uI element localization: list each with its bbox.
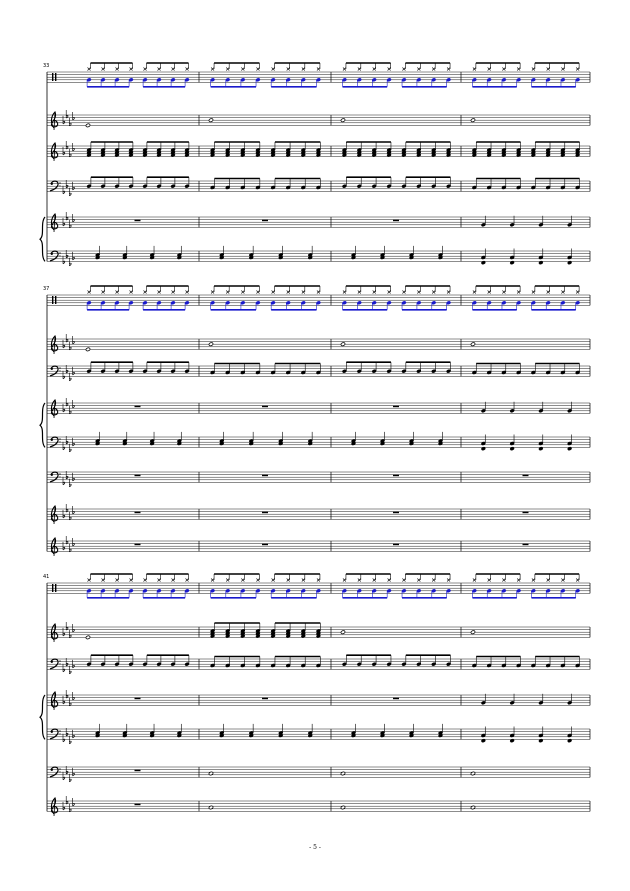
hihat-note bbox=[116, 579, 119, 582]
hihat-note bbox=[576, 291, 579, 294]
hihat-note bbox=[317, 291, 320, 294]
flat-sign-icon bbox=[69, 698, 71, 706]
hihat-note bbox=[158, 291, 161, 294]
flat-sign-icon bbox=[73, 692, 75, 700]
hihat-note bbox=[561, 291, 564, 294]
staff-piano-treble bbox=[47, 398, 590, 418]
hihat-note bbox=[402, 68, 405, 71]
note-head bbox=[86, 123, 91, 127]
flat-sign-icon bbox=[63, 734, 65, 742]
flat-sign-icon bbox=[66, 690, 68, 698]
whole-rest bbox=[135, 512, 141, 514]
hihat-note bbox=[432, 291, 435, 294]
percussion-clef-icon bbox=[52, 73, 53, 81]
hihat-note bbox=[130, 291, 133, 294]
flat-sign-icon bbox=[63, 772, 65, 780]
flat-sign-icon bbox=[69, 118, 71, 126]
hihat-note bbox=[502, 291, 505, 294]
hihat-note bbox=[116, 291, 119, 294]
hihat-note bbox=[211, 291, 214, 294]
hihat-note bbox=[226, 68, 229, 71]
hihat-note bbox=[417, 579, 420, 582]
hihat-note bbox=[272, 68, 275, 71]
hihat-note bbox=[158, 68, 161, 71]
hihat-note bbox=[256, 291, 259, 294]
staff-treble-1 bbox=[47, 622, 590, 642]
flat-sign-icon bbox=[73, 336, 75, 344]
flat-sign-icon bbox=[66, 334, 68, 342]
hihat-note bbox=[211, 68, 214, 71]
whole-rest bbox=[135, 406, 141, 408]
measure-number: 37 bbox=[43, 286, 50, 292]
whole-rest bbox=[262, 475, 268, 477]
staff-percussion bbox=[47, 574, 590, 598]
staff-bass-1 bbox=[47, 362, 590, 381]
hihat-note bbox=[343, 579, 346, 582]
hihat-note bbox=[241, 291, 244, 294]
hihat-note bbox=[576, 68, 579, 71]
piano-brace-icon bbox=[40, 217, 45, 261]
hihat-note bbox=[473, 68, 476, 71]
hihat-note bbox=[388, 291, 391, 294]
flat-sign-icon bbox=[66, 398, 68, 406]
note-head bbox=[341, 630, 346, 634]
flat-sign-icon bbox=[69, 406, 71, 414]
hihat-note bbox=[432, 68, 435, 71]
hihat-note bbox=[502, 68, 505, 71]
hihat-note bbox=[358, 291, 361, 294]
measure-number: 41 bbox=[43, 574, 50, 580]
hihat-note bbox=[287, 68, 290, 71]
hihat-note bbox=[226, 579, 229, 582]
hihat-note bbox=[502, 579, 505, 582]
hihat-note bbox=[144, 579, 147, 582]
whole-rest bbox=[135, 220, 141, 222]
hihat-note bbox=[532, 579, 535, 582]
whole-rest bbox=[523, 544, 529, 546]
staff-bass-1 bbox=[47, 177, 590, 196]
hihat-note bbox=[317, 579, 320, 582]
hihat-note bbox=[358, 579, 361, 582]
flat-sign-icon bbox=[69, 544, 71, 552]
hihat-note bbox=[88, 291, 91, 294]
note-head bbox=[341, 342, 346, 346]
note-head bbox=[471, 630, 476, 634]
hihat-note bbox=[256, 68, 259, 71]
flat-sign-icon bbox=[66, 141, 68, 149]
staff-piano-treble bbox=[47, 690, 590, 710]
percussion-clef-icon bbox=[52, 296, 53, 304]
whole-rest bbox=[393, 544, 399, 546]
hihat-note bbox=[488, 68, 491, 71]
hihat-note bbox=[473, 291, 476, 294]
hihat-note bbox=[402, 291, 405, 294]
hihat-note bbox=[373, 579, 376, 582]
hihat-note bbox=[116, 68, 119, 71]
staff-treble-2 bbox=[47, 141, 590, 161]
hihat-note bbox=[144, 291, 147, 294]
hihat-note bbox=[388, 68, 391, 71]
note-head bbox=[209, 118, 214, 122]
flat-sign-icon bbox=[63, 442, 65, 450]
hihat-note bbox=[561, 68, 564, 71]
hihat-note bbox=[272, 579, 275, 582]
hihat-note bbox=[317, 68, 320, 71]
flat-sign-icon bbox=[73, 214, 75, 222]
system-2 bbox=[40, 286, 590, 556]
hihat-note bbox=[547, 291, 550, 294]
staff-piano-bass bbox=[47, 246, 590, 266]
hihat-note bbox=[172, 291, 175, 294]
hihat-note bbox=[447, 68, 450, 71]
piano-brace-icon bbox=[40, 403, 45, 447]
flat-sign-icon bbox=[66, 212, 68, 220]
whole-rest bbox=[393, 220, 399, 222]
staff-treble-1 bbox=[47, 110, 590, 130]
whole-rest bbox=[135, 804, 141, 806]
staff-piano-treble bbox=[47, 212, 590, 232]
hihat-note bbox=[517, 579, 520, 582]
staff-treble-3 bbox=[47, 504, 590, 524]
flat-sign-icon bbox=[73, 798, 75, 806]
whole-rest bbox=[262, 512, 268, 514]
whole-rest bbox=[135, 698, 141, 700]
whole-rest bbox=[393, 475, 399, 477]
staff-piano-bass bbox=[47, 432, 590, 452]
hihat-note bbox=[561, 579, 564, 582]
hihat-note bbox=[186, 579, 189, 582]
staff-treble-4 bbox=[47, 536, 590, 556]
hihat-note bbox=[373, 291, 376, 294]
hihat-note bbox=[388, 579, 391, 582]
hihat-note bbox=[287, 291, 290, 294]
flat-sign-icon bbox=[63, 477, 65, 485]
hihat-note bbox=[343, 68, 346, 71]
hihat-note bbox=[532, 68, 535, 71]
flat-sign-icon bbox=[66, 622, 68, 630]
flat-sign-icon bbox=[63, 371, 65, 379]
note-head bbox=[471, 118, 476, 122]
hihat-note bbox=[432, 579, 435, 582]
page-number: - 5 - bbox=[309, 844, 321, 851]
flat-sign-icon bbox=[73, 506, 75, 514]
hihat-note bbox=[88, 68, 91, 71]
staff-treble-1 bbox=[47, 334, 590, 354]
flat-sign-icon bbox=[69, 149, 71, 157]
staff-treble-3 bbox=[47, 796, 590, 816]
flat-sign-icon bbox=[66, 110, 68, 118]
hihat-note bbox=[343, 291, 346, 294]
hihat-note bbox=[517, 291, 520, 294]
percussion-clef-icon bbox=[52, 584, 53, 592]
flat-sign-icon bbox=[66, 796, 68, 804]
system-3 bbox=[40, 574, 590, 816]
hihat-note bbox=[102, 291, 105, 294]
flat-sign-icon bbox=[69, 220, 71, 228]
hihat-note bbox=[226, 291, 229, 294]
flat-sign-icon bbox=[73, 143, 75, 151]
whole-rest bbox=[262, 220, 268, 222]
hihat-note bbox=[256, 579, 259, 582]
flat-sign-icon bbox=[69, 630, 71, 638]
flat-sign-icon bbox=[73, 400, 75, 408]
whole-rest bbox=[262, 544, 268, 546]
hihat-note bbox=[547, 68, 550, 71]
hihat-note bbox=[130, 579, 133, 582]
staff-percussion bbox=[47, 286, 590, 310]
whole-rest bbox=[135, 770, 141, 772]
flat-sign-icon bbox=[66, 504, 68, 512]
staff-percussion bbox=[47, 63, 590, 87]
note-head bbox=[86, 635, 91, 639]
note-head bbox=[471, 342, 476, 346]
hihat-note bbox=[186, 68, 189, 71]
hihat-note bbox=[358, 68, 361, 71]
flat-sign-icon bbox=[73, 624, 75, 632]
hihat-note bbox=[241, 579, 244, 582]
whole-rest bbox=[393, 512, 399, 514]
hihat-note bbox=[287, 579, 290, 582]
hihat-note bbox=[547, 579, 550, 582]
flat-sign-icon bbox=[66, 536, 68, 544]
hihat-note bbox=[211, 579, 214, 582]
note-head bbox=[209, 342, 214, 346]
hihat-note bbox=[130, 68, 133, 71]
hihat-note bbox=[158, 579, 161, 582]
note-head bbox=[86, 347, 91, 351]
hihat-note bbox=[488, 291, 491, 294]
whole-rest bbox=[523, 475, 529, 477]
staff-bass-2 bbox=[47, 471, 590, 487]
whole-rest bbox=[393, 698, 399, 700]
hihat-note bbox=[102, 579, 105, 582]
flat-sign-icon bbox=[69, 342, 71, 350]
flat-sign-icon bbox=[69, 804, 71, 812]
flat-sign-icon bbox=[73, 112, 75, 120]
hihat-note bbox=[402, 579, 405, 582]
hihat-note bbox=[417, 291, 420, 294]
staff-bass-1 bbox=[47, 655, 590, 674]
whole-rest bbox=[262, 698, 268, 700]
whole-rest bbox=[135, 475, 141, 477]
hihat-note bbox=[417, 68, 420, 71]
flat-sign-icon bbox=[63, 664, 65, 672]
flat-sign-icon bbox=[63, 186, 65, 194]
hihat-note bbox=[88, 579, 91, 582]
hihat-note bbox=[186, 291, 189, 294]
whole-rest bbox=[523, 512, 529, 514]
hihat-note bbox=[488, 579, 491, 582]
hihat-note bbox=[373, 68, 376, 71]
hihat-note bbox=[102, 68, 105, 71]
staff-piano-bass bbox=[47, 724, 590, 744]
whole-rest bbox=[262, 406, 268, 408]
hihat-note bbox=[144, 68, 147, 71]
measure-number: 33 bbox=[43, 63, 50, 69]
hihat-note bbox=[302, 291, 305, 294]
hihat-note bbox=[532, 291, 535, 294]
piano-brace-icon bbox=[40, 695, 45, 739]
system-1 bbox=[40, 63, 590, 266]
flat-sign-icon bbox=[63, 256, 65, 264]
hihat-note bbox=[272, 291, 275, 294]
hihat-note bbox=[172, 68, 175, 71]
hihat-note bbox=[473, 579, 476, 582]
whole-rest bbox=[393, 406, 399, 408]
hihat-note bbox=[517, 68, 520, 71]
hihat-note bbox=[172, 579, 175, 582]
flat-sign-icon bbox=[69, 512, 71, 520]
hihat-note bbox=[576, 579, 579, 582]
note-head bbox=[341, 118, 346, 122]
hihat-note bbox=[447, 291, 450, 294]
whole-rest bbox=[135, 544, 141, 546]
hihat-note bbox=[447, 579, 450, 582]
flat-sign-icon bbox=[73, 538, 75, 546]
hihat-note bbox=[302, 68, 305, 71]
hihat-note bbox=[241, 68, 244, 71]
staff-bass-2 bbox=[47, 766, 590, 782]
hihat-note bbox=[302, 579, 305, 582]
